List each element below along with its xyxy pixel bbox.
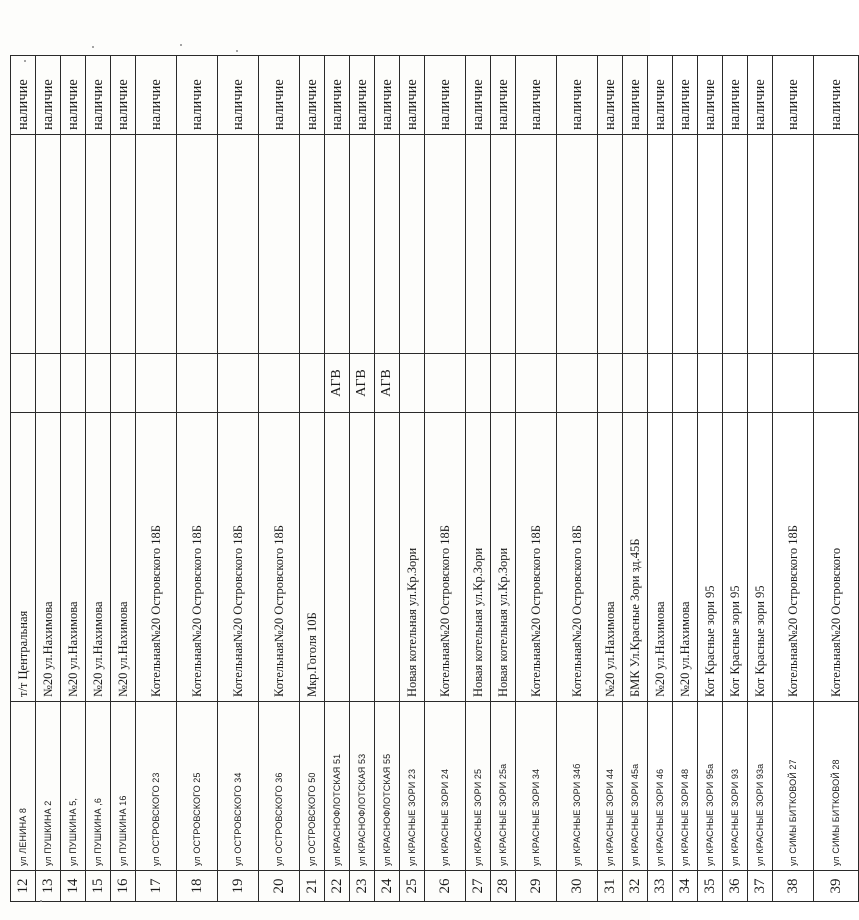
row-agv <box>425 354 466 413</box>
row-heat-source: Котельная№20 Островского 18Б <box>425 413 466 702</box>
row-address: ул КРАСНЫЕ ЗОРИ 95а <box>698 702 723 871</box>
row-address: ул ПУШКИНА 16 <box>111 702 136 871</box>
table-row <box>425 56 466 902</box>
table-row <box>218 56 259 902</box>
row-status: наличие <box>598 56 623 135</box>
table-row <box>598 56 623 902</box>
row-number: 35 <box>698 871 723 902</box>
row-number: 30 <box>557 871 598 902</box>
row-address: ул КРАСНЫЕ ЗОРИ 25а <box>491 702 516 871</box>
table-row <box>61 56 86 902</box>
row-status: наличие <box>136 56 177 135</box>
row-address: ул КРАСНЫЕ ЗОРИ 24 <box>425 702 466 871</box>
row-status: наличие <box>466 56 491 135</box>
row-empty-cell <box>375 135 400 354</box>
table-row <box>111 56 136 902</box>
row-status: наличие <box>623 56 648 135</box>
row-number: 33 <box>648 871 673 902</box>
row-address: ул КРАСНЫЕ ЗОРИ 34б <box>557 702 598 871</box>
row-status: наличие <box>491 56 516 135</box>
row-heat-source: Новая котельная ул.Кр.Зори <box>400 413 425 702</box>
row-agv <box>36 354 61 413</box>
heating-sources-table <box>10 55 859 902</box>
row-empty-cell <box>466 135 491 354</box>
row-agv <box>557 354 598 413</box>
row-heat-source: Котельная№20 Островского 18Б <box>259 413 300 702</box>
row-address: ул КРАСНЫЕ ЗОРИ 93а <box>748 702 773 871</box>
row-address: ул КРАСНЫЕ ЗОРИ 44 <box>598 702 623 871</box>
row-address: ул КРАСНЫЕ ЗОРИ 45а <box>623 702 648 871</box>
row-agv <box>11 354 36 413</box>
row-empty-cell <box>350 135 375 354</box>
row-heat-source: №20 ул.Нахимова <box>111 413 136 702</box>
row-status: наличие <box>61 56 86 135</box>
row-number: 39 <box>814 871 859 902</box>
row-number: 23 <box>350 871 375 902</box>
row-number: 24 <box>375 871 400 902</box>
row-status: наличие <box>557 56 598 135</box>
row-agv <box>466 354 491 413</box>
row-address: ул ПУШКИНА ,6 <box>86 702 111 871</box>
row-number: 12 <box>11 871 36 902</box>
row-heat-source: Мкр.Гоголя 10Б <box>300 413 325 702</box>
row-empty-cell <box>300 135 325 354</box>
row-heat-source <box>350 413 375 702</box>
row-heat-source: Кот Красные зори 95 <box>723 413 748 702</box>
table-row <box>516 56 557 902</box>
row-number: 20 <box>259 871 300 902</box>
row-empty-cell <box>673 135 698 354</box>
row-heat-source: №20 ул.Нахимова <box>673 413 698 702</box>
row-address: ул ОСТРОВСКОГО 23 <box>136 702 177 871</box>
row-agv <box>648 354 673 413</box>
row-empty-cell <box>36 135 61 354</box>
row-agv <box>623 354 648 413</box>
row-empty-cell <box>814 135 859 354</box>
row-empty-cell <box>136 135 177 354</box>
table-row <box>325 56 350 902</box>
row-heat-source: №20 ул.Нахимова <box>36 413 61 702</box>
row-number: 29 <box>516 871 557 902</box>
row-empty-cell <box>61 135 86 354</box>
row-status: наличие <box>350 56 375 135</box>
row-agv <box>177 354 218 413</box>
row-status: наличие <box>259 56 300 135</box>
row-empty-cell <box>516 135 557 354</box>
row-agv <box>491 354 516 413</box>
table-row <box>723 56 748 902</box>
table-row <box>748 56 773 902</box>
row-agv <box>598 354 623 413</box>
row-agv: АГВ <box>350 354 375 413</box>
row-address: ул КРАСНОФЛОТСКАЯ 51 <box>325 702 350 871</box>
row-status: наличие <box>111 56 136 135</box>
row-empty-cell <box>325 135 350 354</box>
row-number: 27 <box>466 871 491 902</box>
row-number: 31 <box>598 871 623 902</box>
row-status: наличие <box>425 56 466 135</box>
row-number: 37 <box>748 871 773 902</box>
row-status: наличие <box>673 56 698 135</box>
table-row <box>350 56 375 902</box>
row-address: ул ОСТРОВСКОГО 50 <box>300 702 325 871</box>
row-agv <box>723 354 748 413</box>
table-row <box>86 56 111 902</box>
row-heat-source: №20 ул.Нахимова <box>598 413 623 702</box>
row-agv <box>698 354 723 413</box>
row-agv <box>136 354 177 413</box>
row-heat-source: №20 ул.Нахимова <box>648 413 673 702</box>
row-status: наличие <box>814 56 859 135</box>
row-address: ул КРАСНЫЕ ЗОРИ 23 <box>400 702 425 871</box>
row-empty-cell <box>218 135 259 354</box>
row-status: наличие <box>11 56 36 135</box>
row-empty-cell <box>177 135 218 354</box>
row-address: ул КРАСНЫЕ ЗОРИ 34 <box>516 702 557 871</box>
row-address: ул КРАСНЫЕ ЗОРИ 46 <box>648 702 673 871</box>
row-empty-cell <box>598 135 623 354</box>
row-status: наличие <box>86 56 111 135</box>
row-heat-source <box>325 413 350 702</box>
table-row <box>466 56 491 902</box>
row-address: ул ОСТРОВСКОГО 36 <box>259 702 300 871</box>
row-heat-source: Котельная№20 Островского 18Б <box>773 413 814 702</box>
row-number: 16 <box>111 871 136 902</box>
row-heat-source: Котельная№20 Островского 18Б <box>516 413 557 702</box>
row-address: ул СИМЫ БИТКОВОЙ 28 <box>814 702 859 871</box>
row-agv <box>259 354 300 413</box>
table-row <box>177 56 218 902</box>
row-heat-source: Котельная№20 Островского 18Б <box>557 413 598 702</box>
row-heat-source: БМК Ул.Красные Зори зд.45Б <box>623 413 648 702</box>
row-number: 34 <box>673 871 698 902</box>
row-agv <box>673 354 698 413</box>
row-heat-source: Кот Красные зори 95 <box>698 413 723 702</box>
row-empty-cell <box>557 135 598 354</box>
row-status: наличие <box>516 56 557 135</box>
table-row <box>259 56 300 902</box>
row-agv <box>300 354 325 413</box>
table-row <box>136 56 177 902</box>
row-status: наличие <box>648 56 673 135</box>
row-number: 15 <box>86 871 111 902</box>
row-empty-cell <box>773 135 814 354</box>
row-number: 38 <box>773 871 814 902</box>
row-agv <box>61 354 86 413</box>
row-empty-cell <box>11 135 36 354</box>
row-heat-source: №20 ул.Нахимова <box>61 413 86 702</box>
row-empty-cell <box>400 135 425 354</box>
row-agv <box>748 354 773 413</box>
row-empty-cell <box>259 135 300 354</box>
row-address: ул ОСТРОВСКОГО 34 <box>218 702 259 871</box>
row-number: 22 <box>325 871 350 902</box>
row-agv <box>218 354 259 413</box>
row-agv <box>400 354 425 413</box>
row-status: наличие <box>325 56 350 135</box>
row-address: ул КРАСНЫЕ ЗОРИ 48 <box>673 702 698 871</box>
row-number: 32 <box>623 871 648 902</box>
row-status: наличие <box>723 56 748 135</box>
row-number: 13 <box>36 871 61 902</box>
row-address: ул ПУШКИНА 2 <box>36 702 61 871</box>
row-agv <box>86 354 111 413</box>
table-row <box>11 56 36 902</box>
row-number: 21 <box>300 871 325 902</box>
row-status: наличие <box>773 56 814 135</box>
row-heat-source <box>375 413 400 702</box>
row-address: ул ПУШКИНА 5, <box>61 702 86 871</box>
row-empty-cell <box>698 135 723 354</box>
row-address: ул КРАСНЫЕ ЗОРИ 25 <box>466 702 491 871</box>
row-agv <box>111 354 136 413</box>
row-agv <box>814 354 859 413</box>
row-heat-source: Котельная№20 Островского 18Б <box>136 413 177 702</box>
row-empty-cell <box>86 135 111 354</box>
row-number: 25 <box>400 871 425 902</box>
row-address: ул КРАСНОФЛОТСКАЯ 55 <box>375 702 400 871</box>
row-agv <box>516 354 557 413</box>
row-status: наличие <box>698 56 723 135</box>
row-empty-cell <box>111 135 136 354</box>
row-heat-source: т/т Центральная <box>11 413 36 702</box>
row-status: наличие <box>36 56 61 135</box>
row-heat-source: Котельная№20 Островского <box>814 413 859 702</box>
row-empty-cell <box>491 135 516 354</box>
row-heat-source: Новая котельная ул.Кр.Зори <box>466 413 491 702</box>
table-row <box>814 56 859 902</box>
row-agv: АГВ <box>325 354 350 413</box>
row-heat-source: Котельная№20 Островского 18Б <box>218 413 259 702</box>
row-number: 36 <box>723 871 748 902</box>
row-heat-source: Новая котельная ул.Кр.Зори <box>491 413 516 702</box>
row-empty-cell <box>425 135 466 354</box>
row-status: наличие <box>400 56 425 135</box>
table-row <box>557 56 598 902</box>
row-agv: АГВ <box>375 354 400 413</box>
row-heat-source: №20 ул.Нахимова <box>86 413 111 702</box>
table-row <box>375 56 400 902</box>
row-agv <box>773 354 814 413</box>
row-number: 17 <box>136 871 177 902</box>
table-row <box>648 56 673 902</box>
row-status: наличие <box>300 56 325 135</box>
row-empty-cell <box>648 135 673 354</box>
table-row <box>623 56 648 902</box>
row-number: 28 <box>491 871 516 902</box>
row-address: ул СИМЫ БИТКОВОЙ 27 <box>773 702 814 871</box>
row-address: ул ОСТРОВСКОГО 25 <box>177 702 218 871</box>
row-number: 18 <box>177 871 218 902</box>
row-number: 26 <box>425 871 466 902</box>
row-empty-cell <box>748 135 773 354</box>
row-status: наличие <box>375 56 400 135</box>
table-row <box>773 56 814 902</box>
row-status: наличие <box>218 56 259 135</box>
row-number: 19 <box>218 871 259 902</box>
row-status: наличие <box>748 56 773 135</box>
table-row <box>698 56 723 902</box>
table-row <box>36 56 61 902</box>
row-address: ул ЛЕНИНА 8 <box>11 702 36 871</box>
row-empty-cell <box>723 135 748 354</box>
table-row <box>673 56 698 902</box>
table-row <box>300 56 325 902</box>
row-status: наличие <box>177 56 218 135</box>
table-row <box>491 56 516 902</box>
table-row <box>400 56 425 902</box>
row-number: 14 <box>61 871 86 902</box>
row-heat-source: Кот Красные зори 95 <box>748 413 773 702</box>
row-heat-source: Котельная№20 Островского 18Б <box>177 413 218 702</box>
row-address: ул КРАСНОФЛОТСКАЯ 53 <box>350 702 375 871</box>
row-address: ул КРАСНЫЕ ЗОРИ 93 <box>723 702 748 871</box>
row-empty-cell <box>623 135 648 354</box>
